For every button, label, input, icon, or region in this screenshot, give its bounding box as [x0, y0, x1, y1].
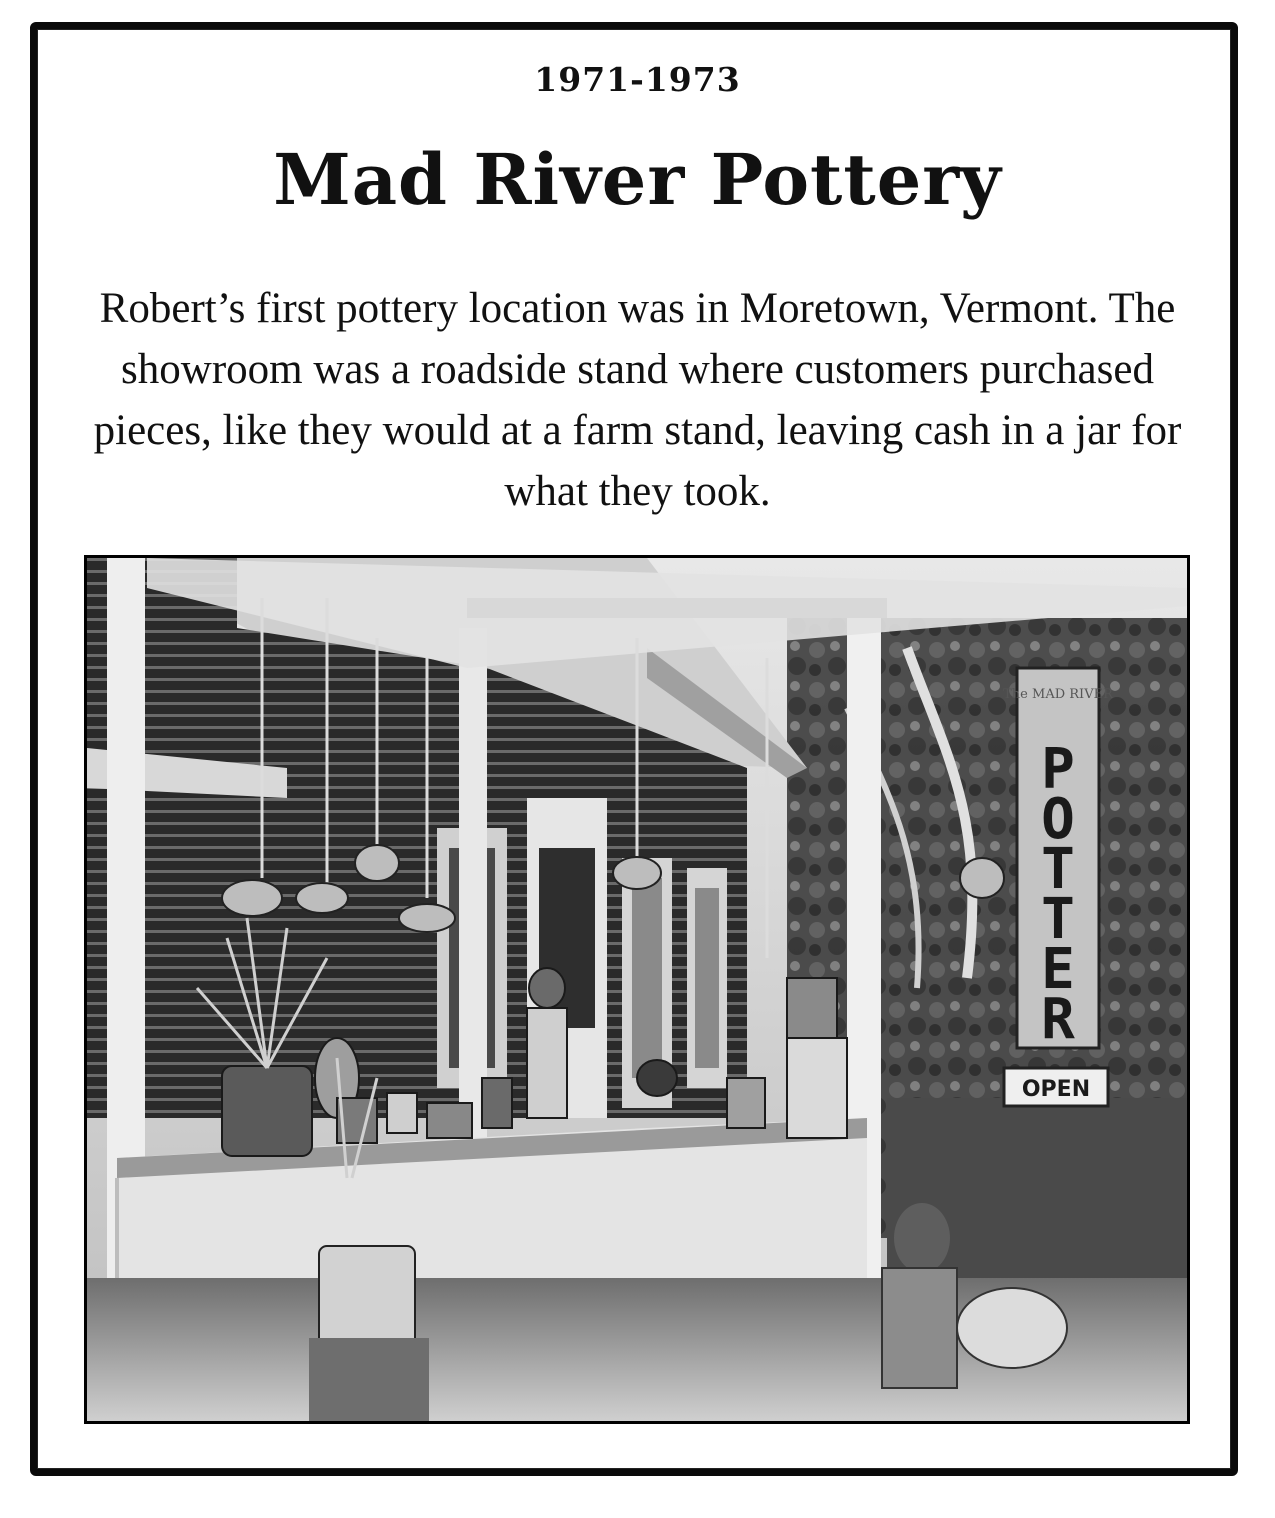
sign-letter: O	[1041, 787, 1075, 852]
description-paragraph: Robert’s first pottery location was in Moretown, Vermont. The showroom was a roadside stand where customers purchased pieces, like they would at a farm stand, leaving cash in a jar for what they took.	[93, 285, 1182, 515]
date-range-heading: 1971-1973	[534, 60, 741, 99]
sign-letter: T	[1041, 887, 1075, 952]
sign-letter: E	[1041, 937, 1075, 1002]
pottery-stand-photo	[84, 555, 1190, 1424]
open-sign-text: OPEN	[1021, 1077, 1091, 1102]
sign-letter: P	[1041, 737, 1075, 802]
sign-letter: R	[1041, 987, 1075, 1052]
sign-small-text: The MAD RIVER	[1003, 687, 1113, 702]
sign-letter: T	[1041, 837, 1075, 902]
potter-sign	[1003, 668, 1114, 1052]
open-sign	[1004, 1068, 1108, 1106]
page-title: Mad River Pottery	[273, 138, 1002, 221]
